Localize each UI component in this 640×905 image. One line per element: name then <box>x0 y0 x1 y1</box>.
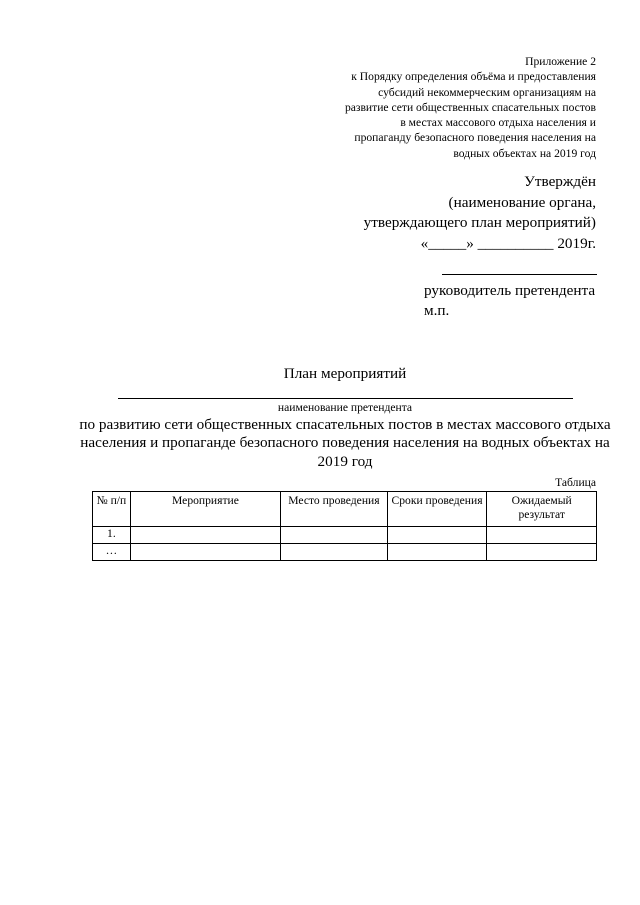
signature-role: руководитель претендента <box>424 282 596 299</box>
applicant-name-caption: наименование претендента <box>277 401 413 414</box>
header-dates: Сроки проведения <box>387 492 487 527</box>
table-cell <box>281 527 388 544</box>
signature-block <box>424 262 604 321</box>
appendix-header <box>276 54 596 161</box>
appendix-line: Приложение 2 <box>525 55 596 68</box>
appendix-line: в местах массового отдыха населения и <box>400 116 596 130</box>
appendix-line: развитие сети общественных спасательных постов <box>344 100 596 114</box>
header-result: Ожидаемый результат <box>487 492 597 527</box>
plan-table <box>92 491 597 561</box>
stamp-mark: м.п. <box>424 302 450 319</box>
appendix-line: к Порядку определения объёма и предоставления <box>351 70 596 84</box>
table-cell <box>281 544 388 561</box>
table-row <box>93 544 597 561</box>
table-cell <box>487 544 597 561</box>
plan-subtitle: по развитию сети общественных спасательных постов в местах массового отдыха населения и пропаганде безопасного поведения населения на водных объектах на 2019 год <box>79 416 611 470</box>
table-cell: … <box>93 544 131 561</box>
signature-line <box>442 262 597 275</box>
approval-line: (наименование органа, <box>448 193 596 211</box>
approval-line: Утверждён <box>524 173 596 190</box>
table-header-row <box>93 492 597 527</box>
approval-line: утверждающего план мероприятий) <box>363 214 596 231</box>
table-row <box>93 527 597 544</box>
appendix-line: пропаганду безопасного поведения населения на <box>354 131 596 145</box>
approval-date-line: «_____» __________ 2019г. <box>420 234 596 252</box>
header-location: Место проведения <box>281 492 388 527</box>
applicant-name-line <box>118 392 573 399</box>
appendix-line: водных объектах на 2019 год <box>453 146 596 160</box>
plan-title-block <box>70 364 620 471</box>
header-activity: Мероприятие <box>130 492 280 527</box>
header-number: № п/п <box>93 492 131 527</box>
plan-title: План мероприятий <box>283 365 407 382</box>
table-cell <box>130 527 280 544</box>
approval-block <box>276 172 596 254</box>
table-cell <box>387 527 487 544</box>
table-cell <box>387 544 487 561</box>
table-cell <box>130 544 280 561</box>
appendix-line: субсидий некоммерческим организациям на <box>378 85 596 99</box>
table-cell: 1. <box>93 527 131 544</box>
table-label: Таблица <box>555 476 596 489</box>
table-cell <box>487 527 597 544</box>
